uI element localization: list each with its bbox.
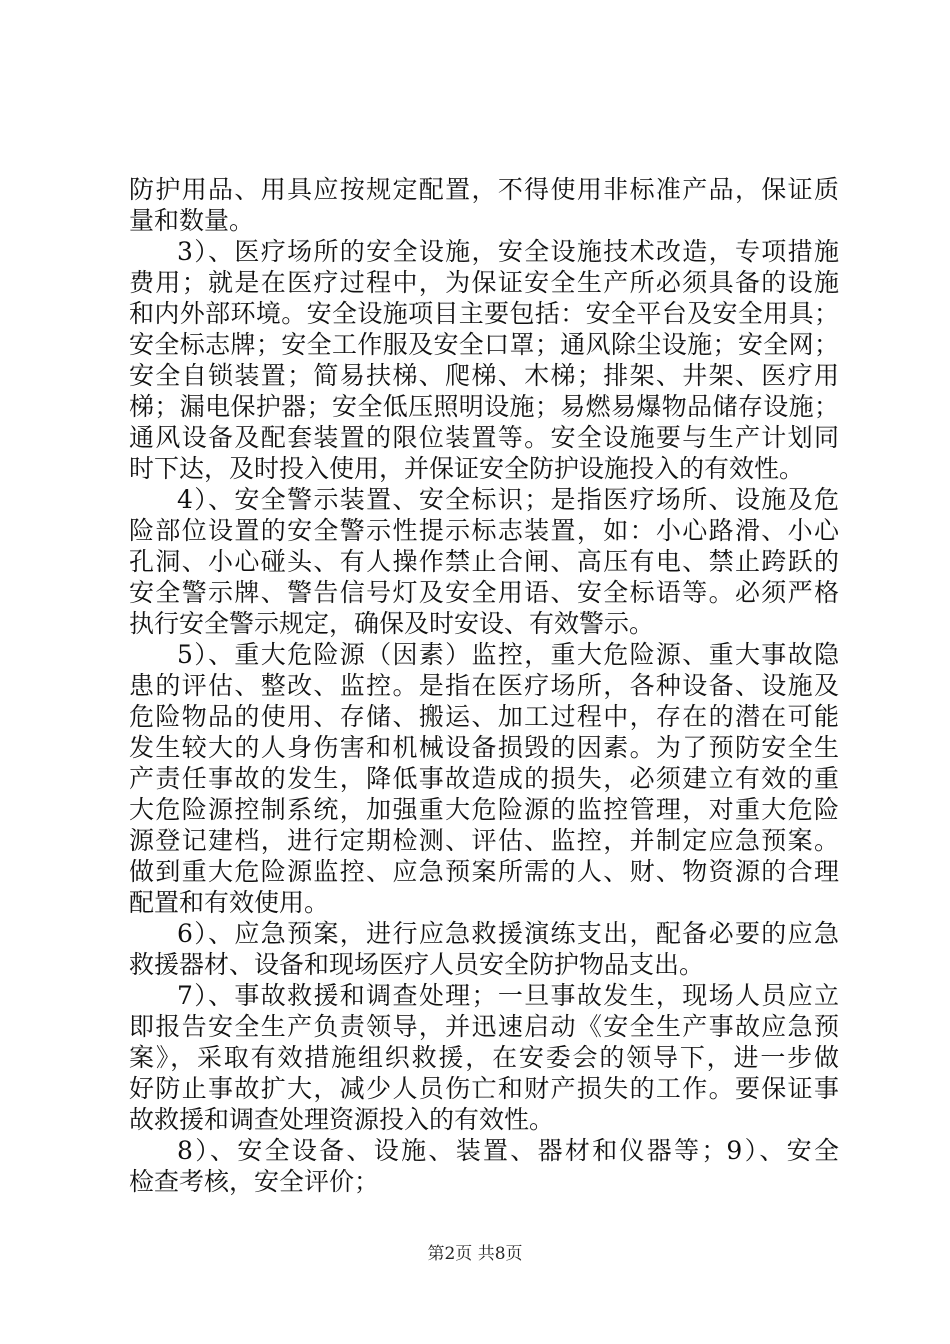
page-number-footer: 第2页 共8页 bbox=[427, 1244, 523, 1264]
text-line: 7）、事故救援和调查处理；一旦事故发生，现场人员应立 bbox=[177, 981, 839, 1010]
text-line: 检查考核，安全评价； bbox=[129, 1167, 380, 1196]
paragraph bbox=[129, 484, 839, 639]
text-line: 费用；就是在医疗过程中，为保证安全生产所必须具备的设施 bbox=[129, 268, 839, 297]
text-line: 安全标志牌；安全工作服及安全口罩；通风除尘设施；安全网； bbox=[129, 330, 839, 359]
text-line: 患的评估、整改、监控。是指在医疗场所，各种设备、设施及 bbox=[129, 671, 839, 700]
text-line: 救援器材、设备和现场医疗人员安全防护物品支出。 bbox=[129, 950, 705, 979]
document-body bbox=[129, 174, 839, 1197]
text-line: 发生较大的人身伤害和机械设备损毁的因素。为了预防安全生 bbox=[129, 733, 839, 762]
text-line: 安全警示牌、警告信号灯及安全用语、安全标语等。必须严格 bbox=[129, 578, 839, 607]
text-line: 通风设备及配套装置的限位装置等。安全设施要与生产计划同 bbox=[129, 423, 839, 452]
text-line: 6）、应急预案，进行应急救援演练支出，配备必要的应急 bbox=[177, 919, 839, 948]
text-line: 险部位设置的安全警示性提示标志装置，如：小心路滑、小心 bbox=[129, 516, 839, 545]
text-line: 大危险源控制系统，加强重大危险源的监控管理，对重大危险 bbox=[129, 795, 839, 824]
text-line: 防护用品、用具应按规定配置，不得使用非标准产品，保证质 bbox=[129, 175, 839, 204]
paragraph bbox=[129, 639, 839, 918]
text-line: 安全自锁装置；简易扶梯、爬梯、木梯；排架、井架、医疗用 bbox=[129, 361, 839, 390]
text-line: 执行安全警示规定，确保及时安设、有效警示。 bbox=[129, 609, 655, 638]
paragraph bbox=[129, 980, 839, 1135]
text-line: 8）、安全设备、设施、装置、器材和仪器等；9）、安全 bbox=[177, 1136, 839, 1165]
paragraph bbox=[129, 918, 839, 980]
text-line: 5）、重大危险源（因素）监控，重大危险源、重大事故隐 bbox=[177, 640, 839, 669]
text-line: 案》，采取有效措施组织救援，在安委会的领导下，进一步做 bbox=[129, 1043, 839, 1072]
text-line: 产责任事故的发生，降低事故造成的损失，必须建立有效的重 bbox=[129, 764, 839, 793]
text-line: 好防止事故扩大，减少人员伤亡和财产损失的工作。要保证事 bbox=[129, 1074, 839, 1103]
text-line: 量和数量。 bbox=[129, 206, 255, 235]
text-line: 做到重大危险源监控、应急预案所需的人、财、物资源的合理 bbox=[129, 857, 839, 886]
text-line: 和内外部环境。安全设施项目主要包括：安全平台及安全用具； bbox=[129, 299, 839, 328]
text-line: 孔洞、小心碰头、有人操作禁止合闸、高压有电、禁止跨跃的 bbox=[129, 547, 839, 576]
text-line: 梯；漏电保护器；安全低压照明设施；易燃易爆物品储存设施； bbox=[129, 392, 839, 421]
paragraph bbox=[129, 1135, 839, 1197]
text-line: 故救援和调查处理资源投入的有效性。 bbox=[129, 1105, 555, 1134]
text-line: 时下达，及时投入使用，并保证安全防护设施投入的有效性。 bbox=[129, 454, 805, 483]
text-line: 4）、安全警示装置、安全标识；是指医疗场所、设施及危 bbox=[177, 485, 839, 514]
text-line: 3）、医疗场所的安全设施，安全设施技术改造，专项措施 bbox=[177, 237, 839, 266]
text-line: 危险物品的使用、存储、搬运、加工过程中，存在的潜在可能 bbox=[129, 702, 839, 731]
paragraph bbox=[129, 236, 839, 484]
text-line: 配置和有效使用。 bbox=[129, 888, 330, 917]
text-line: 即报告安全生产负责领导，并迅速启动《安全生产事故应急预 bbox=[129, 1012, 839, 1041]
text-line: 源登记建档，进行定期检测、评估、监控，并制定应急预案。 bbox=[129, 826, 839, 855]
paragraph bbox=[129, 174, 839, 236]
